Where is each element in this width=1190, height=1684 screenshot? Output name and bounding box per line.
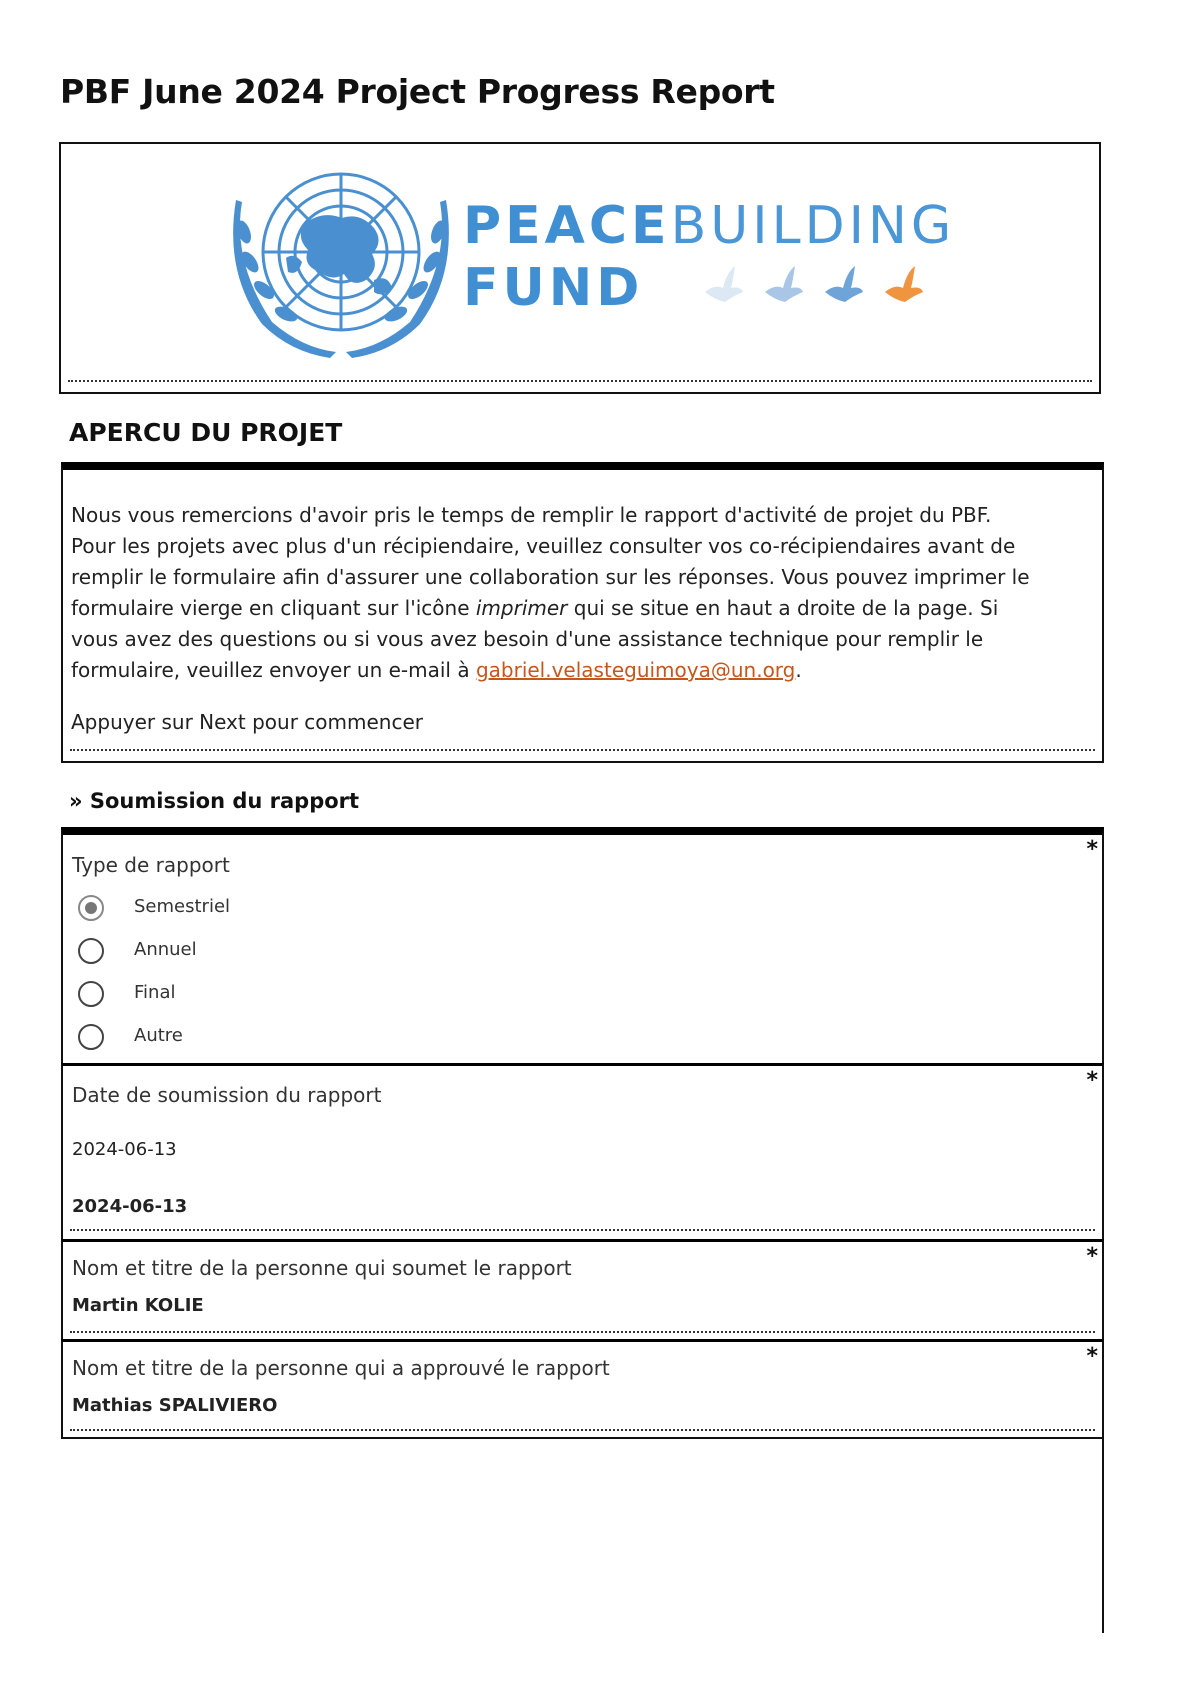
- dove-icon-orange: [885, 266, 923, 302]
- overview-text: Nous vous remercions d'avoir pris le temps de remplir le rapport d'activité de projet du PBF. Pour les projets avec plus d'un récipiendaire, veuillez consulter vos co-récipiendaires avant de remplir le formulaire afin d'assurer une collaboration sur les réponses. Vous pouvez imprimer le formulaire vierge en cliquant sur l'icône imprimer qui se situe en haut a droite de la page. Si vous avez des questions ou si vous avez besoin d'une assistance technique pour remplir le formulaire, veuillez envoyer un e-mail à gabriel.velasteguimoya@un.org.: [71, 503, 1030, 682]
- required-asterisk: *: [1086, 837, 1098, 862]
- italic-word: imprimer: [475, 596, 568, 620]
- divider: [70, 749, 1095, 751]
- field-approver: [61, 1339, 1104, 1439]
- radio-button[interactable]: [78, 938, 104, 964]
- un-emblem-icon: [224, 162, 458, 358]
- overview-box: [61, 462, 1104, 763]
- field-label-submitter: Nom et titre de la personne qui soumet le rapport: [72, 1256, 572, 1280]
- radio-button[interactable]: [78, 981, 104, 1007]
- divider: [70, 1229, 1095, 1231]
- divider: [70, 1429, 1095, 1431]
- wordmark-fund: FUND: [463, 258, 644, 318]
- start-instruction: Appuyer sur Next pour commencer: [71, 710, 423, 734]
- field-label-submission-date: Date de soumission du rapport: [72, 1083, 382, 1107]
- required-asterisk: *: [1086, 1344, 1098, 1369]
- section-heading-overview: APERCU DU PROJET: [69, 418, 343, 447]
- radio-button[interactable]: [78, 1024, 104, 1050]
- field-label-report-type: Type de rapport: [72, 853, 230, 877]
- divider: [68, 380, 1092, 382]
- section-heading-submission: » Soumission du rapport: [69, 789, 360, 813]
- doves-icon-group: [701, 262, 941, 312]
- field-submission-date: [61, 1063, 1104, 1239]
- field-submitter: [61, 1239, 1104, 1339]
- radio-button-checked[interactable]: [78, 895, 104, 921]
- submission-date-value: 2024-06-13: [72, 1196, 188, 1217]
- field-label-approver: Nom et titre de la personne qui a approuvé le rapport: [72, 1356, 610, 1380]
- required-asterisk: *: [1086, 1068, 1098, 1093]
- radio-label: Final: [134, 982, 176, 1003]
- dove-icon-pale: [705, 266, 743, 302]
- wordmark-peace: PEACE: [463, 196, 671, 256]
- field-report-type: [61, 827, 1104, 1063]
- radio-label: Annuel: [134, 939, 197, 960]
- submission-date-input[interactable]: 2024-06-13: [72, 1139, 177, 1160]
- page-title: PBF June 2024 Project Progress Report: [60, 72, 775, 111]
- page-right-rule: [1102, 1437, 1104, 1633]
- submitter-value: Martin KOLIE: [72, 1295, 204, 1316]
- wordmark-building: BUILDING: [670, 196, 956, 256]
- dove-icon-blue: [825, 266, 863, 302]
- radio-label: Autre: [134, 1025, 183, 1046]
- dove-icon-light: [765, 266, 803, 302]
- email-link[interactable]: gabriel.velasteguimoya@un.org: [475, 658, 796, 682]
- required-asterisk: *: [1086, 1244, 1098, 1269]
- radio-label: Semestriel: [134, 896, 231, 917]
- divider: [70, 1331, 1095, 1333]
- logo-banner: [59, 142, 1101, 394]
- approver-value: Mathias SPALIVIERO: [72, 1395, 278, 1416]
